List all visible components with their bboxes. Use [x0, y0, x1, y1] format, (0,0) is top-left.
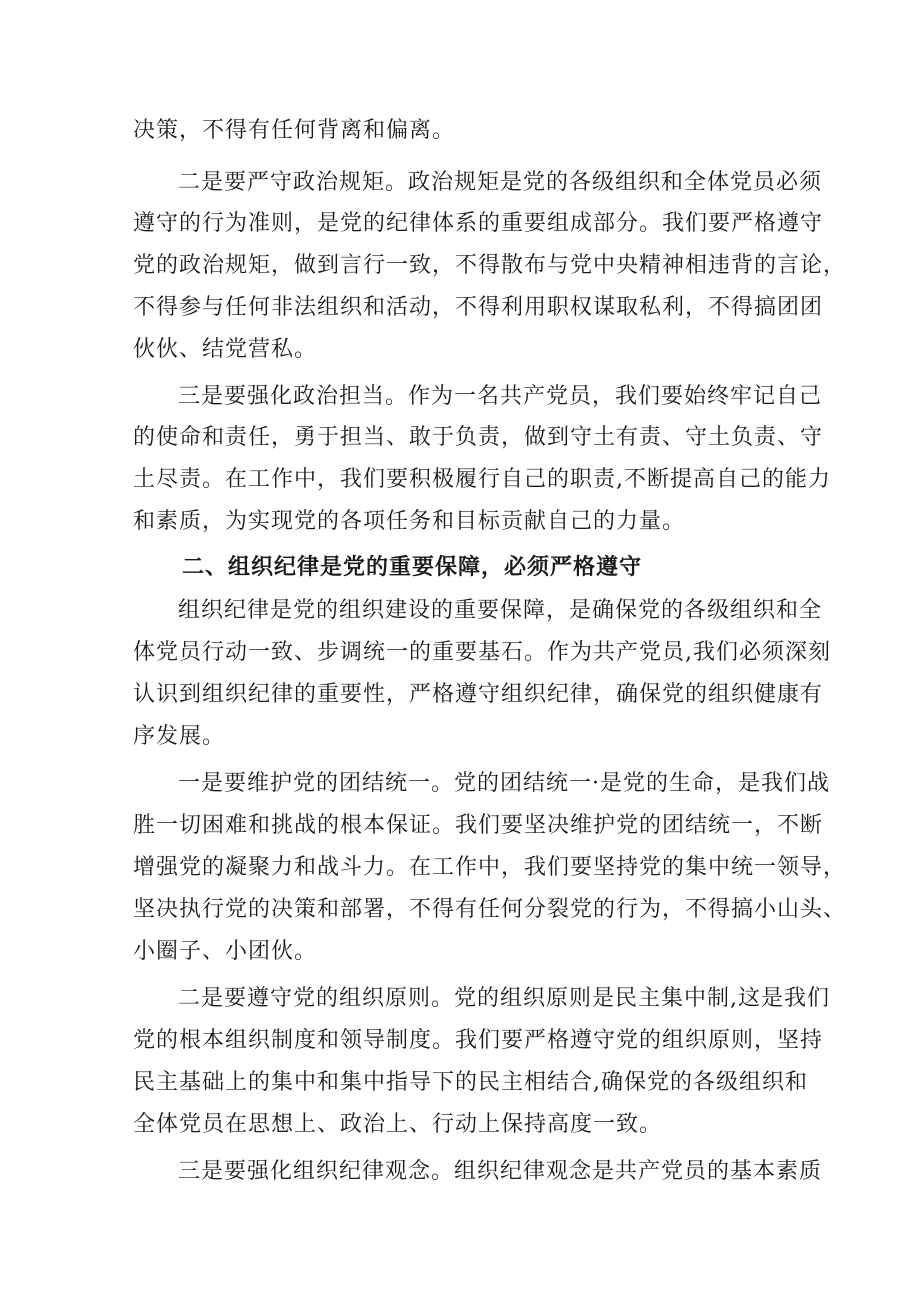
paragraph-first-line: 组织纪律是党的组织建设的重要保障，是确保党的各级组织和全 [178, 598, 823, 623]
text-line: 的使命和责任，勇于担当、敢于负责，做到守土有责、守土负责、守 [133, 425, 824, 450]
paragraph-first-line: 三是要强化组织纪律观念。组织纪律观念是共产党员的基本素质 [178, 1159, 823, 1184]
text-line: 党的根本组织制度和领导制度。我们要严格遵守党的组织原则，坚持 [133, 1028, 824, 1053]
text-line: 序发展。 [133, 724, 226, 749]
text-line: 体党员行动一致、步调统一的重要基石。作为共产党员,我们必须深刻 [133, 640, 831, 665]
text-line: 不得参与任何非法组织和活动，不得利用职权谋取私利，不得搞团团 [133, 295, 824, 320]
text-line: 胜一切困难和挑战的根本保证。我们要坚决维护党的团结统一，不断 [133, 813, 824, 838]
text-line: 党的政治规矩，做到言行一致，不得散布与党中央精神相违背的言论， [133, 253, 847, 278]
paragraph-first-line: 二是要遵守党的组织原则。党的组织原则是民主集中制,这是我们 [178, 986, 830, 1011]
paragraph-first-line: 一是要维护党的团结统一。党的团结统一·是党的生命，是我们战 [178, 771, 830, 796]
text-line: 遵守的行为准则，是党的纪律体系的重要组成部分。我们要严格遵守 [133, 211, 824, 236]
paragraph-first-line: 三是要强化政治担当。作为一名共产党员，我们要始终牢记自己 [178, 384, 823, 409]
text-line: 土尽责。在工作中，我们要积极履行自己的职责,不断提高自己的能力 [133, 467, 831, 492]
section-heading: 二、组织纪律是党的重要保障，必须严格遵守 [182, 554, 643, 580]
text-line: 小圈子、小团伙。 [133, 939, 318, 964]
text-line: 伙伙、结党营私。 [133, 337, 318, 362]
text-line: 全体党员在思想上、政治上、行动上保持高度一致。 [133, 1112, 663, 1137]
text-line: 认识到组织纪律的重要性，严格遵守组织纪律，确保党的组织健康有 [133, 682, 824, 707]
text-line: 民主基础上的集中和集中指导下的民主相结合,确保党的各级组织和 [133, 1070, 808, 1095]
text-line: 决策，不得有任何背离和偏离。 [133, 118, 456, 143]
text-line: 增强党的凝聚力和战斗力。在工作中，我们要坚持党的集中统一领导， [133, 855, 847, 880]
paragraph-first-line: 二是要严守政治规矩。政治规矩是党的各级组织和全体党员必须 [178, 170, 823, 195]
text-line: 坚决执行党的决策和部署，不得有任何分裂党的行为，不得搞小山头、 [133, 897, 847, 922]
text-line: 和素质，为实现党的各项任务和目标贡献自己的力量。 [133, 509, 686, 534]
